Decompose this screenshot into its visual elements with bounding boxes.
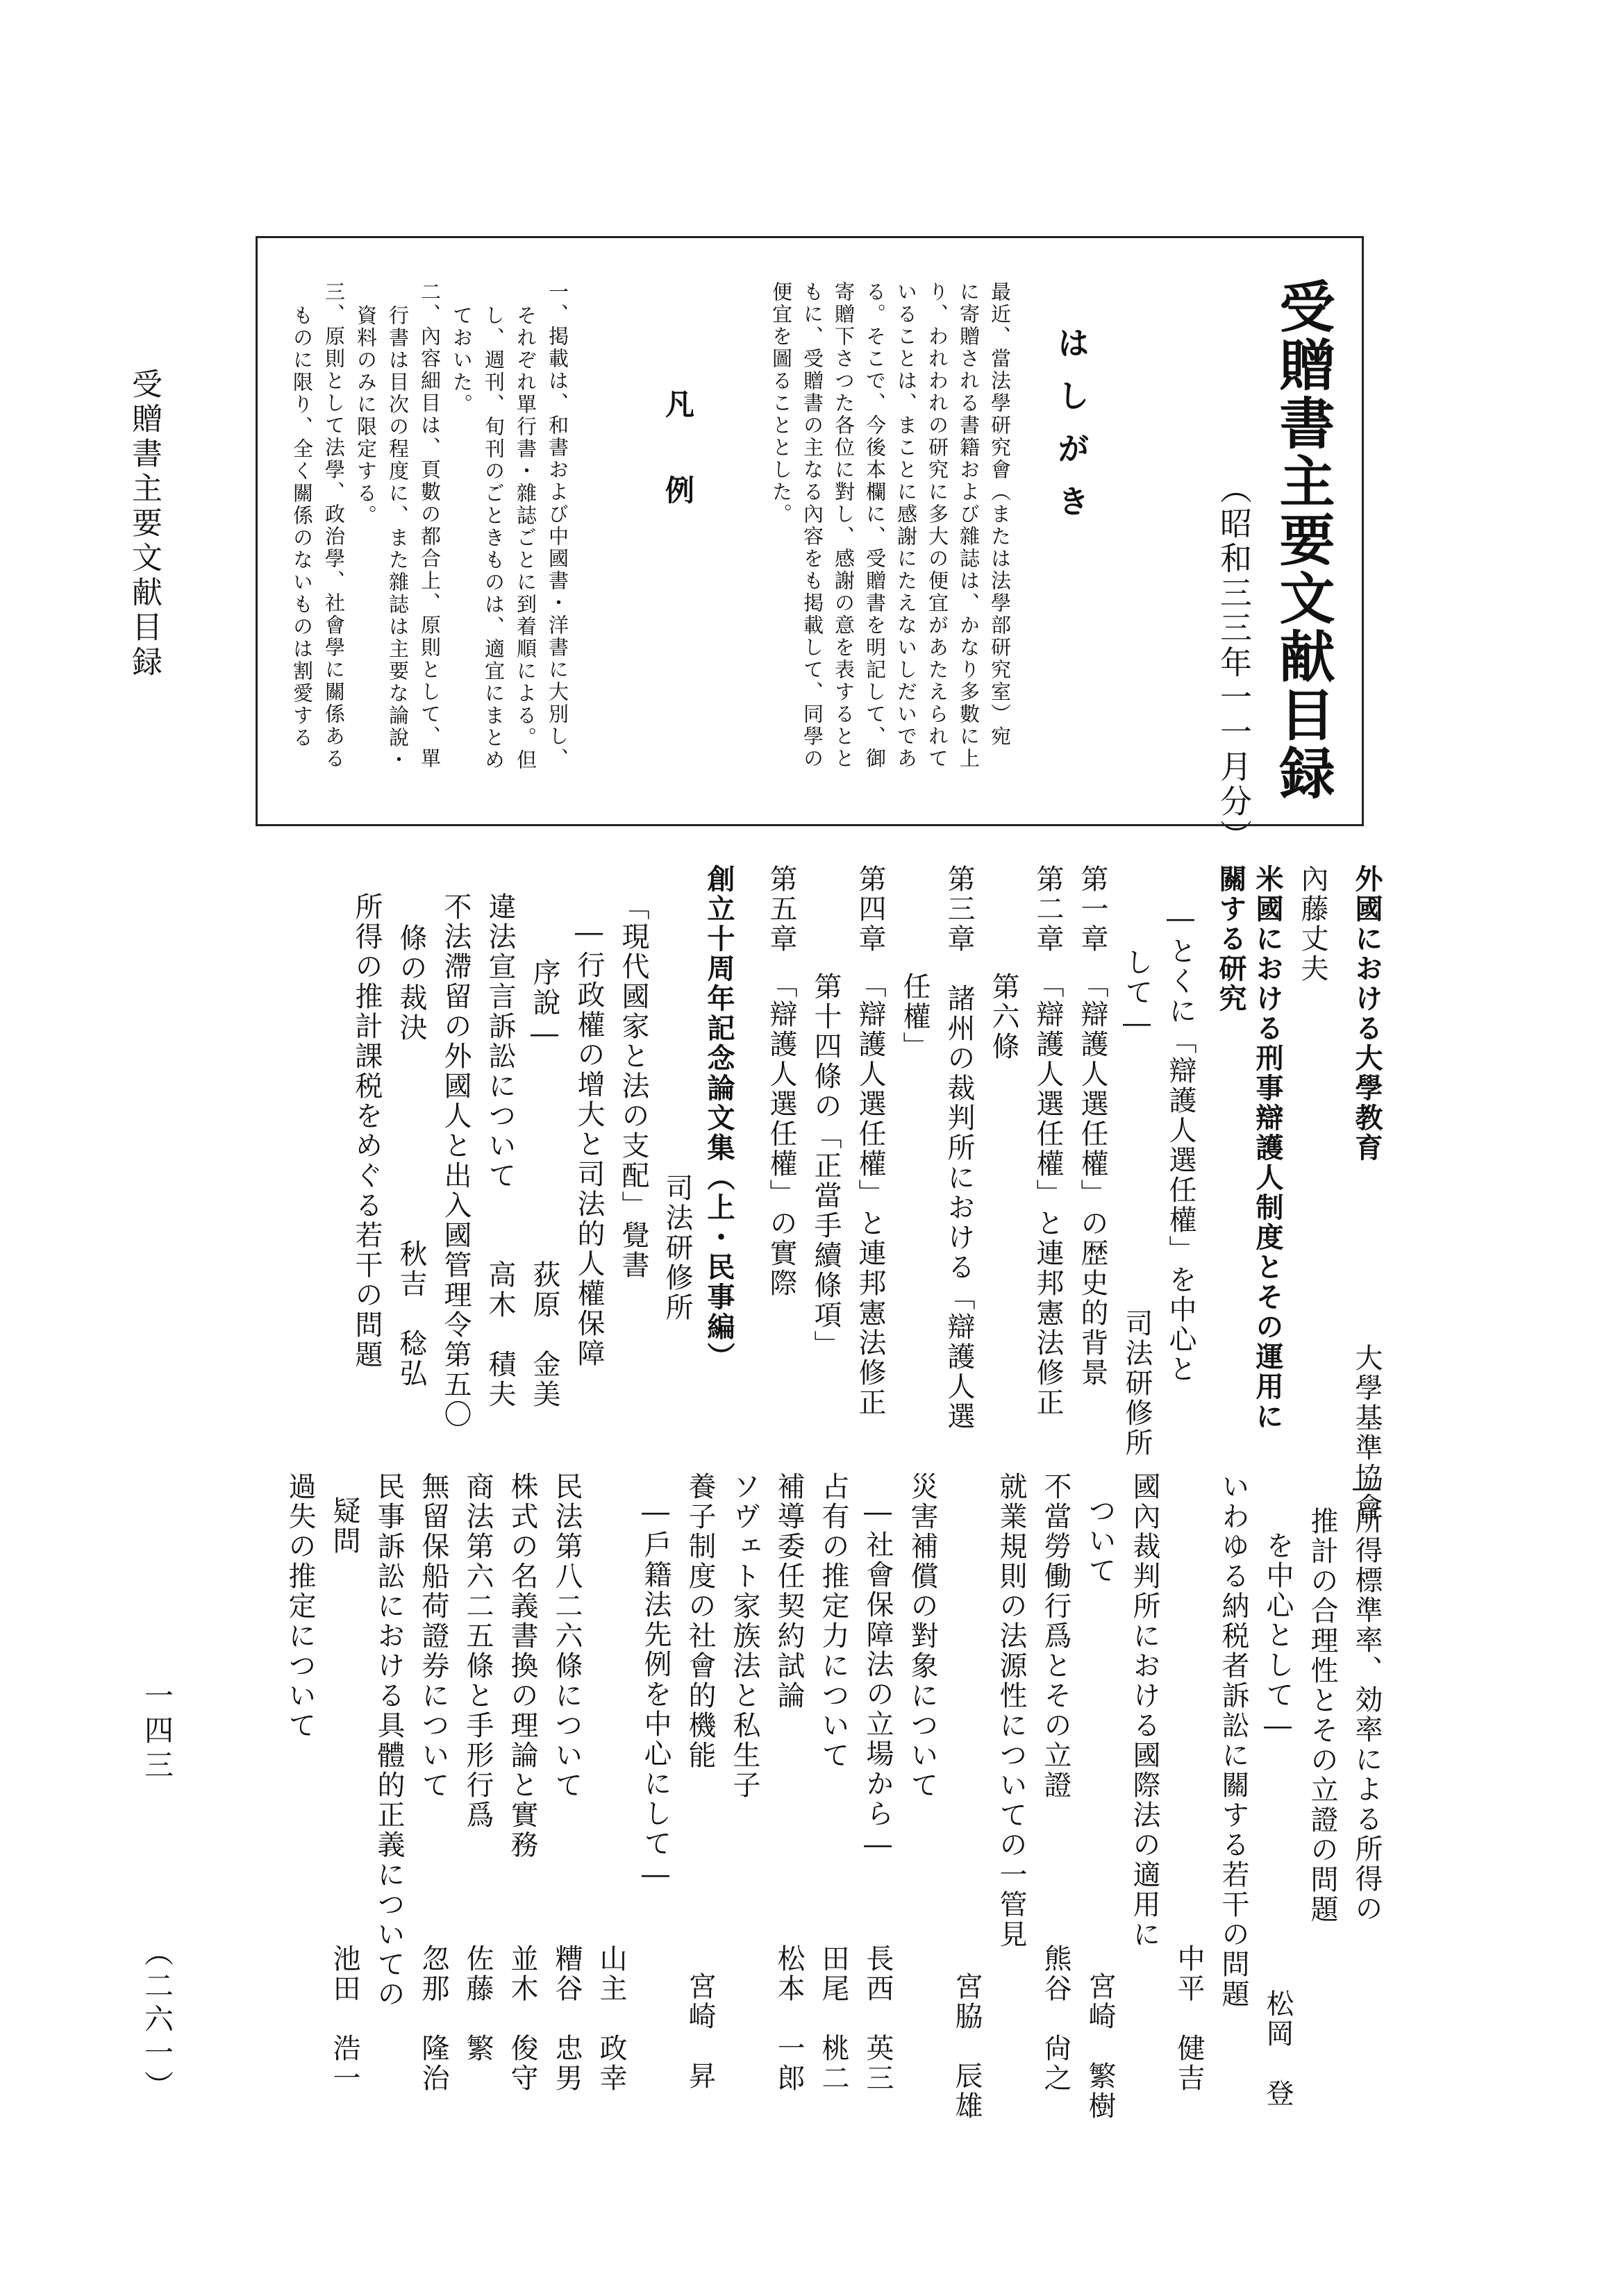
entry-subtitle: して― (1121, 948, 1153, 1041)
article-author: 長西 英三 (862, 1944, 894, 2093)
article-title: ―所得標準率、効率による所得の (1351, 1472, 1383, 1924)
article-title: を中心として― (1262, 1531, 1294, 1744)
article-author: 佐藤 繁 (462, 1944, 494, 2063)
entry-subtitle: ―とくに「辯護人選任權」を中心と (1165, 903, 1196, 1384)
article-title: 就業規則の法源性についての一管見 (995, 1472, 1027, 1950)
article-author: 秋吉 稔弘 (395, 1239, 427, 1389)
article-title: 補導委任契約試論 (773, 1472, 805, 1711)
article-author: 山主 政幸 (595, 1944, 627, 2093)
article-author: 松岡 登 (1262, 1989, 1294, 2109)
article-author: 並木 俊守 (506, 1944, 538, 2093)
hashigaki-line: 寄贈下さつた各位に對し、感謝の意を表するとと (832, 281, 856, 770)
entry-author: 內藤丈夫 (1296, 864, 1328, 984)
article-author: 松本 一郎 (773, 1944, 805, 2093)
hanrei-line: 資料のみに限定する。 (354, 305, 378, 527)
chapter-line: 任權」 (899, 972, 931, 1062)
entry-publisher: 大學基準協會 (1351, 1343, 1383, 1523)
chapter-line: 第三章 諸州の裁判所における「辯護人選 (943, 864, 975, 1432)
entry-title: 創立十周年記念論文集（上・民事編） (703, 864, 735, 1372)
article-title: ―戶籍法先例を中心にして― (640, 1496, 672, 1893)
article-title: 占有の推定力について (817, 1472, 849, 1770)
article-title: 序說― (528, 958, 560, 1052)
article-title: 商法第六二五條と手形行爲 (462, 1472, 494, 1830)
hanrei-line: 二、內容細目は、頁數の都合上、原則として、單 (418, 281, 442, 770)
hanrei-line: それぞれ單行書・雜誌ごとに到着順による。但 (514, 305, 537, 771)
entry-title: 米國における刑事辯護人制度とその運用に (1251, 864, 1284, 1432)
article-title: 株式の名義書換の理論と實務 (506, 1472, 538, 1860)
hashigaki-body (771, 281, 1010, 770)
article-title: 國內裁判所における國際法の適用に (1128, 1472, 1160, 1950)
article-author: 高木 積夫 (484, 1260, 516, 1409)
article-author: 忽那 隆治 (417, 1944, 449, 2093)
article-author: 熊谷 尙之 (1040, 1944, 1071, 2093)
chapter-line: 第二章 「辯護人選任權」と連邦憲法修正 (1032, 864, 1064, 1418)
hashigaki-line: り、われわれの研究に多大の便宜があたえられて (926, 281, 949, 770)
chapter-line: 第五章 「辯護人選任權」の實際 (765, 864, 797, 1298)
page-number-total: （二六一） (140, 1937, 174, 2104)
article-title: いわゆる納税者訴訟に關する若干の問題 (1217, 1472, 1249, 2009)
article-title: 不當勞働行爲とその立證 (1040, 1472, 1071, 1800)
hanrei-line: ておいた。 (450, 305, 474, 416)
article-title: 條の裁決 (395, 923, 427, 1043)
article-author: 田尾 桃二 (817, 1944, 849, 2093)
hanrei-heading: 凡 例 (661, 389, 695, 518)
article-title: ―行政權の增大と司法的人權保障 (573, 916, 605, 1368)
entry-publisher: 司法研修所 (661, 1173, 693, 1323)
page-subtitle: （昭和三三年一一月分） (1215, 472, 1253, 854)
article-title: 不法滯留の外國人と出入國管理令第五〇 (440, 892, 472, 1430)
hanrei-body (292, 281, 567, 771)
article-title: 推計の合理性とその立證の問題 (1306, 1507, 1338, 1925)
article-author: 宮崎 繁樹 (1084, 1972, 1116, 2121)
chapter-line: 第十四條の「正當手續條項」 (810, 972, 842, 1360)
hashigaki-line: に寄贈される書籍および雜誌は、かなり多數に上 (957, 281, 981, 770)
hashigaki-line: もに、受贈書の主なる內容をも掲載して、同學の (801, 281, 824, 770)
article-author: 池田 浩一 (328, 1944, 360, 2093)
chapter-line: 第四章 「辯護人選任權」と連邦憲法修正 (854, 864, 886, 1418)
article-author: 中平 健吉 (1173, 1944, 1205, 2093)
page-title: 受贈書主要文献目録 (1270, 278, 1335, 803)
page-number: 一四三 (140, 1680, 174, 1784)
article-author: 糟谷 忠男 (551, 1944, 583, 2093)
hanrei-line: 一、掲載は、和書および中國書・洋書に大別し、 (546, 281, 569, 770)
article-title: 過失の推定について (284, 1472, 316, 1741)
article-title: ―社會保障法の立場から― (862, 1496, 894, 1863)
article-title: 疑問 (328, 1496, 360, 1556)
article-author: 荻原 金美 (528, 1260, 560, 1409)
entry-title: 關する研究 (1215, 864, 1247, 1014)
chapter-line: 第六條 (987, 972, 1019, 1062)
article-title: 災害補償の對象について (906, 1472, 938, 1800)
hanrei-line: し、週刊、旬刊のごときものは、適宜にまとめ (482, 305, 506, 771)
hanrei-line: 三、原則として法學、政治學、社會學に關係ある (322, 281, 346, 770)
article-title: 「現代國家と法の支配」覺書 (617, 892, 649, 1280)
article-title: 民法第八二六條について (551, 1472, 583, 1800)
article-title: 養子制度の社會的機能 (684, 1472, 716, 1770)
entry-title: 外國における大學教育 (1351, 864, 1383, 1163)
entry-publisher: 司法研修所 (1121, 1309, 1153, 1458)
hanrei-line: 行書は目次の程度に、また雜誌は主要な論說・ (386, 305, 410, 771)
article-title: 所得の推計課税をめぐる若干の問題 (351, 892, 383, 1370)
hashigaki-line: 最近、當法學研究會（または法學部研究室）宛 (988, 281, 1012, 748)
article-author: 宮崎 昇 (684, 1972, 716, 2091)
hashigaki-line: いることは、まことに感謝にたえないしだいであ (894, 281, 918, 770)
running-header: 受贈書主要文献目録 (126, 368, 162, 680)
chapter-line: 第一章 「辯護人選任權」の歴史的背景 (1076, 864, 1108, 1388)
article-title: ソヴェト家族法と私生子 (728, 1472, 760, 1800)
article-title: 無留保船荷證券について (417, 1472, 449, 1800)
article-title: 違法宣言訴訟について (484, 892, 516, 1191)
article-title: 民事訴訟における具體的正義についての (373, 1472, 405, 2009)
hashigaki-line: 便宜を圖ることとした。 (769, 281, 793, 526)
hashigaki-line: る。そこで、今後本欄に、受贈書を明記して、御 (863, 281, 887, 770)
article-author: 宮脇 辰雄 (951, 1972, 983, 2121)
hashigaki-heading: はしがき (1053, 326, 1090, 537)
hanrei-line: ものに限り、全く關係のないものは割愛する (290, 305, 314, 749)
article-title: ついて (1084, 1496, 1116, 1586)
